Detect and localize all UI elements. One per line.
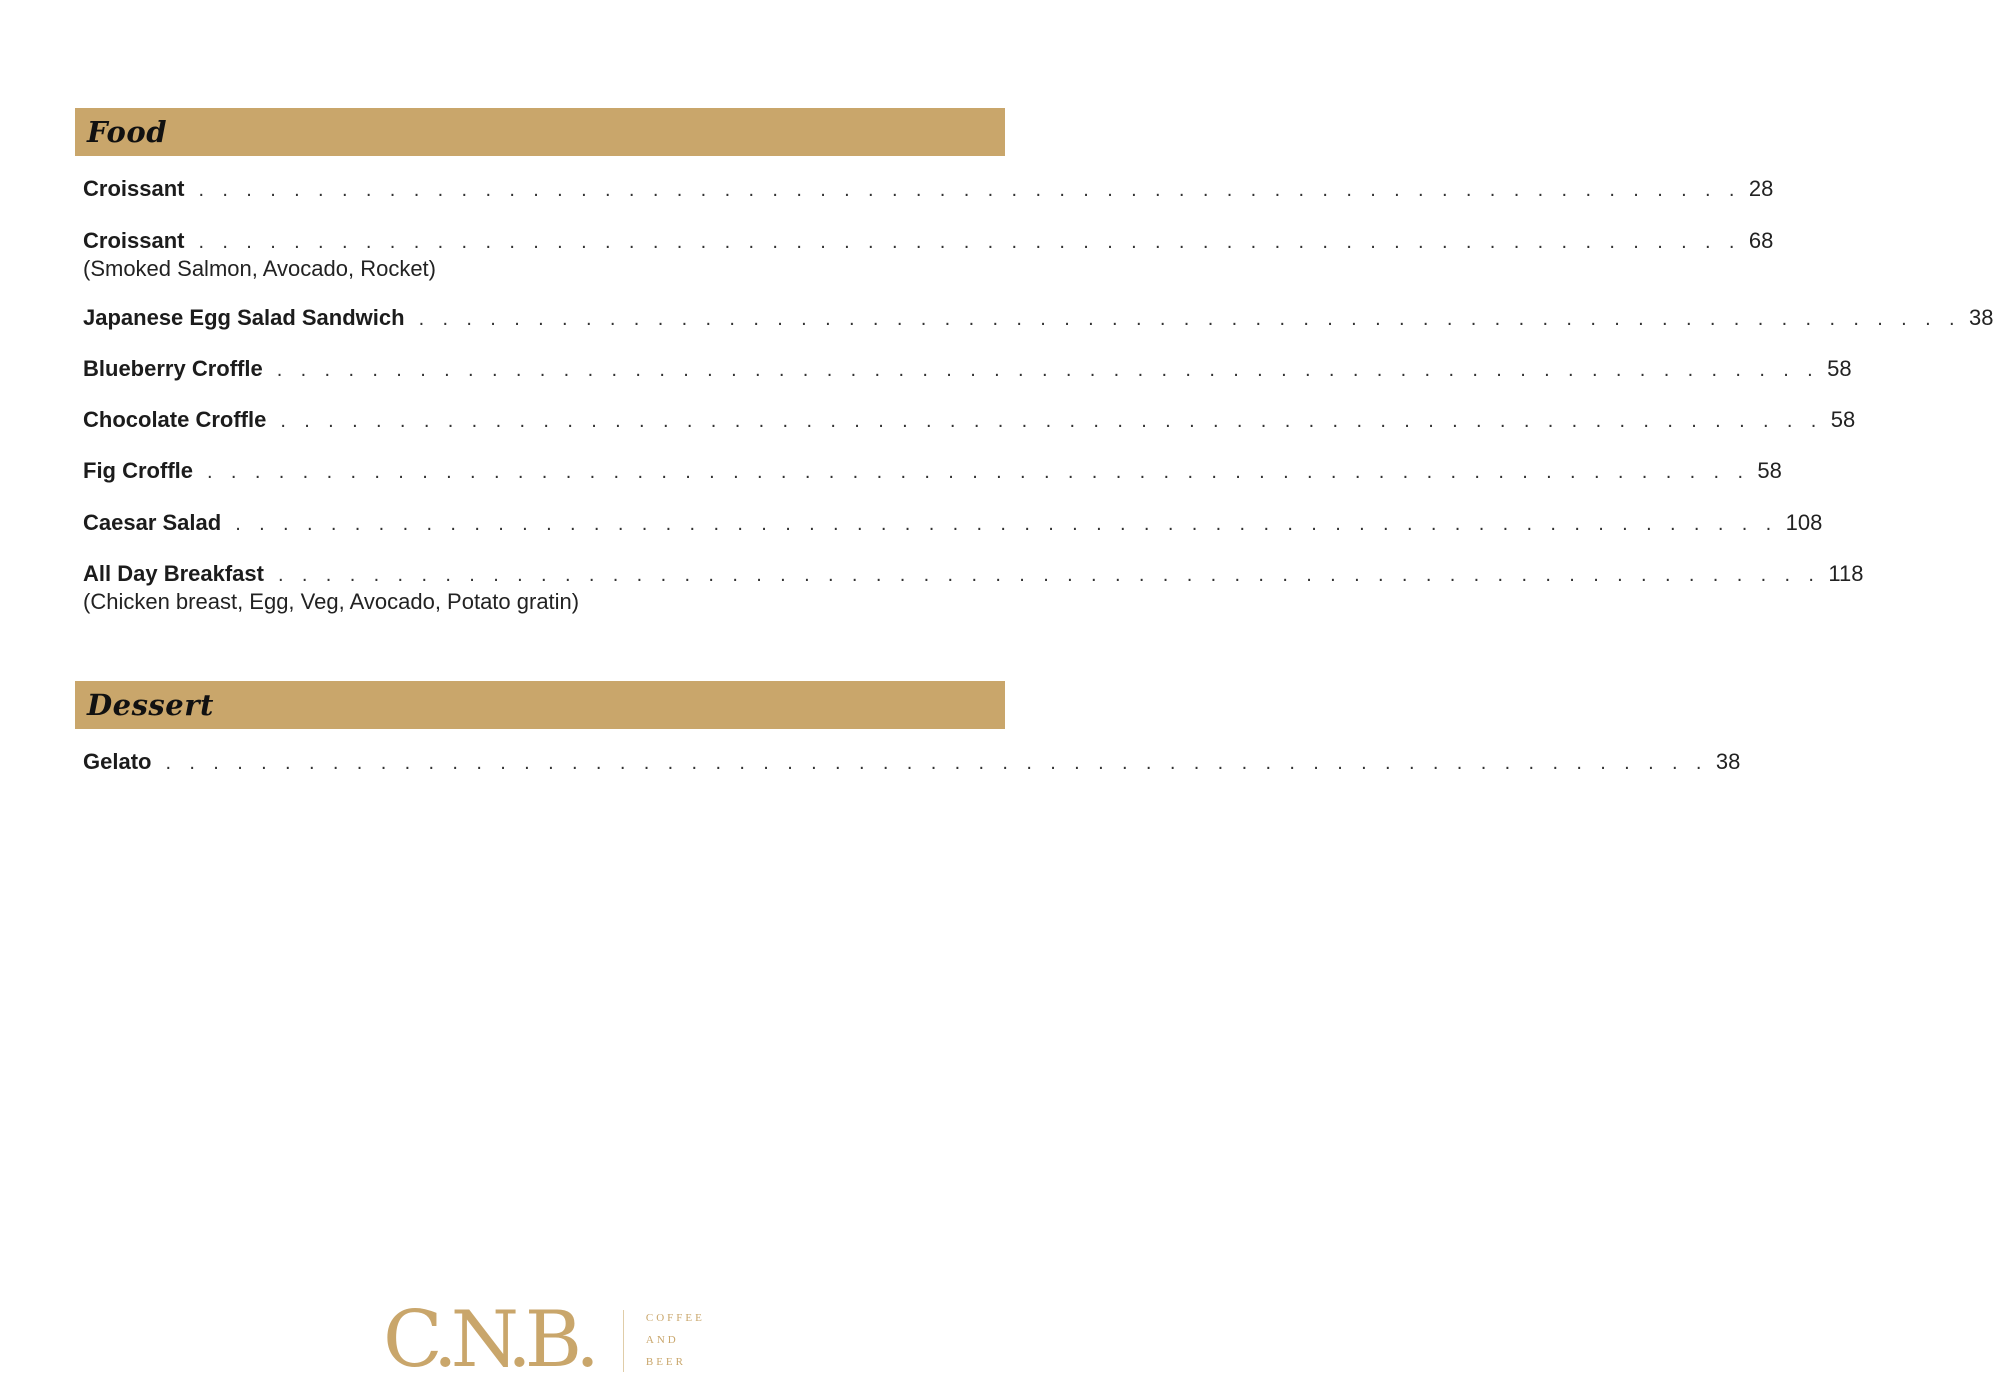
menu-item — [83, 749, 1741, 776]
item-description: (Smoked Salmon, Avocado, Rocket) — [83, 256, 436, 281]
item-name: Caesar Salad — [83, 510, 222, 535]
item-price: 38 — [1715, 749, 1741, 774]
menu-item — [83, 458, 1782, 485]
logo-tagline — [646, 1312, 705, 1368]
item-price: 108 — [1785, 510, 1823, 535]
dot-leader: . . . . . . . . . . . . . . . . . . . . . . . . . . . . . . . . . . . . . . . . . . . . . . . . . . . . . . . . . . . . . . . . . — [198, 231, 1741, 253]
item-price: 38 — [1968, 305, 1993, 330]
menu-item — [83, 176, 1774, 203]
item-name: Fig Croffle — [83, 458, 193, 483]
item-name: Blueberry Croffle — [83, 356, 263, 381]
section-title: Dessert — [87, 688, 214, 722]
dessert-section-header — [75, 681, 1005, 729]
item-description: (Chicken breast, Egg, Veg, Avocado, Potato gratin) — [83, 589, 580, 614]
logo-word: COFFEE — [645, 1312, 705, 1324]
menu-item — [83, 510, 1823, 537]
menu-item — [83, 407, 1856, 434]
item-name: Croissant — [83, 176, 185, 201]
logo-mark: C.N.B. — [383, 1295, 593, 1385]
item-name: Croissant — [83, 228, 185, 253]
item-price: 58 — [1830, 407, 1856, 432]
item-price: 58 — [1827, 356, 1852, 381]
menu-item — [83, 305, 1993, 332]
food-section-header — [75, 108, 1005, 156]
dot-leader: . . . . . . . . . . . . . . . . . . . . . . . . . . . . . . . . . . . . . . . . . . . . . . . . . . . . . . . . . . . . . . . . . — [235, 513, 1778, 535]
item-price: 118 — [1828, 561, 1864, 586]
dot-leader: . . . . . . . . . . . . . . . . . . . . . . . . . . . . . . . . . . . . . . . . . . . . . . . . . . . . . . . . . . . . . . . . . — [418, 308, 1961, 330]
menu-item — [83, 561, 1864, 616]
dot-leader: . . . . . . . . . . . . . . . . . . . . . . . . . . . . . . . . . . . . . . . . . . . . . . . . . . . . . . . . . . . . . . . . . — [277, 564, 1821, 586]
dot-leader: . . . . . . . . . . . . . . . . . . . . . . . . . . . . . . . . . . . . . . . . . . . . . . . . . . . . . . . . . . . . . . . . . — [165, 752, 1708, 774]
item-name: Chocolate Croffle — [83, 407, 267, 432]
section-title: Food — [87, 115, 167, 149]
dot-leader: . . . . . . . . . . . . . . . . . . . . . . . . . . . . . . . . . . . . . . . . . . . . . . . . . . . . . . . . . . . . . . . . . — [276, 359, 1820, 381]
item-price: 68 — [1748, 228, 1774, 253]
logo-divider — [623, 1310, 624, 1372]
item-price: 58 — [1757, 458, 1782, 483]
item-name: Japanese Egg Salad Sandwich — [83, 305, 405, 330]
brand-logo — [383, 1295, 705, 1385]
logo-word: AND — [645, 1334, 679, 1346]
item-price: 28 — [1748, 176, 1774, 201]
item-name: All Day Breakfast — [83, 561, 264, 586]
dot-leader: . . . . . . . . . . . . . . . . . . . . . . . . . . . . . . . . . . . . . . . . . . . . . . . . . . . . . . . . . . . . . . . . . — [198, 179, 1741, 201]
dot-leader: . . . . . . . . . . . . . . . . . . . . . . . . . . . . . . . . . . . . . . . . . . . . . . . . . . . . . . . . . . . . . . . . . — [280, 410, 1823, 432]
logo-word: BEER — [645, 1356, 686, 1368]
menu-item — [83, 228, 1774, 283]
item-name: Gelato — [83, 749, 152, 774]
dot-leader: . . . . . . . . . . . . . . . . . . . . . . . . . . . . . . . . . . . . . . . . . . . . . . . . . . . . . . . . . . . . . . . . . — [207, 461, 1750, 483]
menu-item — [83, 356, 1852, 383]
